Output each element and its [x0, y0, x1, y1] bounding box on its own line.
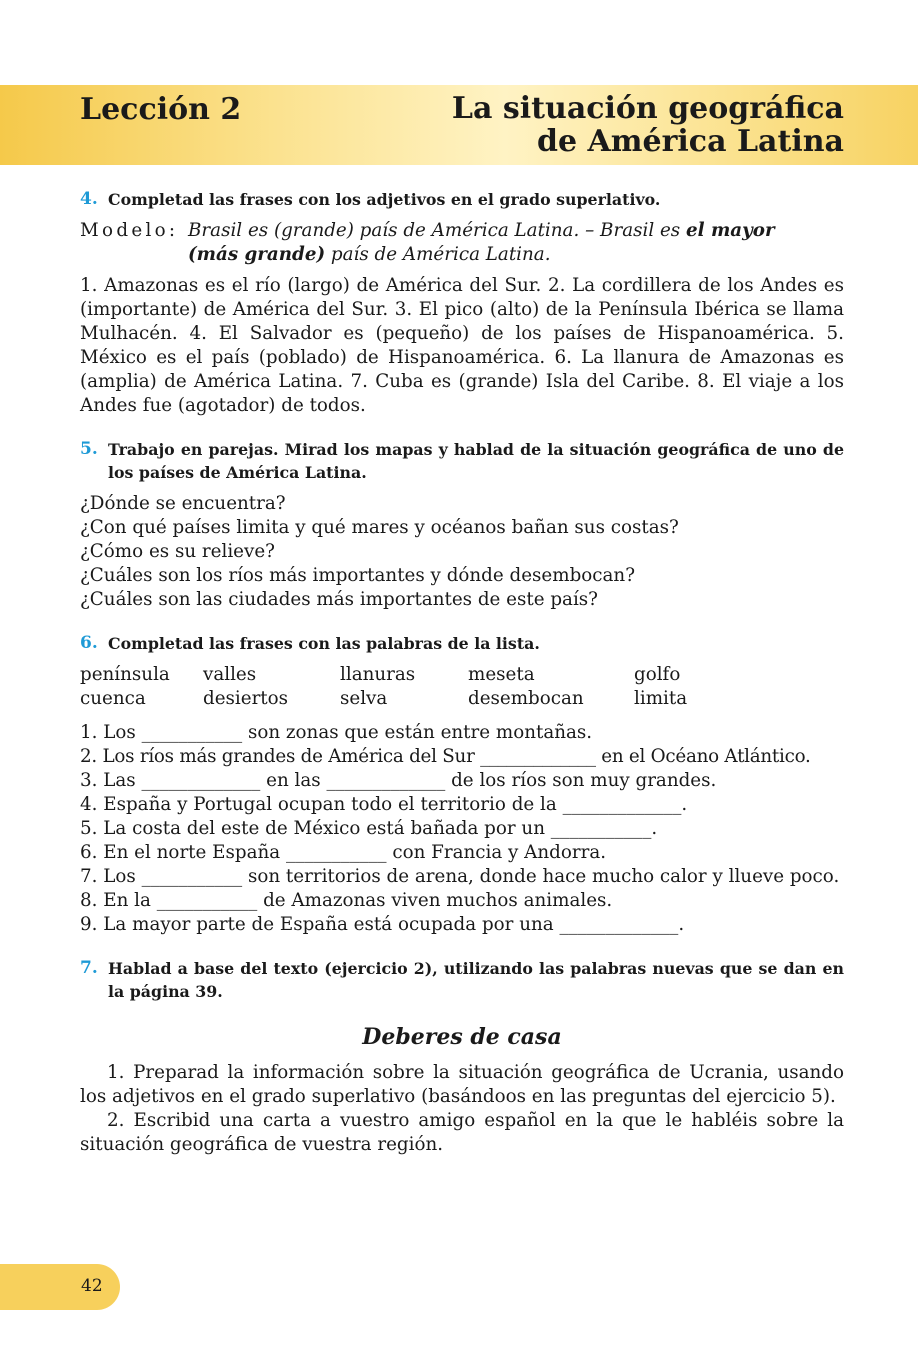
exercise-4-heading [80, 188, 844, 211]
sentence: 9. La mayor parte de España está ocupada por una _____________. [80, 914, 685, 935]
word-item: selva [340, 688, 388, 709]
sentence: 6. En el norte España ___________ con Francia y Andorra. [80, 842, 607, 863]
word-item: valles [203, 664, 257, 685]
exercise-number: 4. [80, 189, 98, 209]
sentence: 3. Las _____________ en las _____________ de los ríos son muy grandes. [80, 770, 717, 791]
title-line-1: La situación geográfica [451, 91, 844, 126]
sentence: 5. La costa del este de México está bañada por un ___________. [80, 818, 658, 839]
word-item: desembocan [468, 688, 584, 709]
page-title [452, 92, 844, 158]
question: ¿Cuáles son las ciudades más importantes de este país? [80, 589, 598, 610]
title-line-2: de América Latina [536, 124, 844, 159]
exercise-6-heading [80, 632, 844, 655]
question: ¿Cuáles son los ríos más importantes y dónde desembocan? [80, 565, 635, 586]
homework-title: Deberes de casa [362, 1024, 562, 1050]
exercise-7-heading [80, 957, 844, 1003]
sentence: 1. Los ___________ son zonas que están entre montañas. [80, 722, 593, 743]
sentence: 4. España y Portugal ocupan todo el territorio de la _____________. [80, 794, 688, 815]
word-item: limita [634, 688, 688, 709]
model-text [188, 219, 844, 267]
sentence: 2. Los ríos más grandes de América del Sur _____________ en el Océano Atlántico. [80, 746, 811, 767]
exercise-instruction: Completad las frases con los adjetivos en el grado superlativo. [108, 190, 661, 209]
question: ¿Cómo es su relieve? [80, 541, 275, 562]
page-number: 42 [81, 1276, 103, 1296]
homework-item-1: 1. Preparad la información sobre la situación geográfica de Ucrania, usando los adjetivos en el grado superlativo (basándoos en las preguntas del ejercicio 5). [80, 1062, 844, 1107]
exercise-instruction: Completad las frases con las palabras de la lista. [108, 634, 540, 653]
model-label: Modelo: [80, 220, 179, 241]
homework-item-2: 2. Escribid una carta a vuestro amigo español en la que le habléis sobre la situación geográfica de vuestra región. [80, 1110, 844, 1155]
exercise-instruction: Trabajo en parejas. Mirad los mapas y hablad de la situación geográfica de uno de los países de América Latina. [108, 440, 844, 482]
model-part-c: (más grande) [188, 244, 326, 265]
question-list [80, 492, 844, 612]
exercise-4-text: 1. Amazonas es el río (largo) de América del Sur. 2. La cordillera de los Andes es (importante) de América del Sur. 3. El pico (alto) de la Península Ibérica se llama Mulhacén. 4. El Salvador es (pequeño) de los países de Hispanoamérica. 5. México es el país (poblado) de Hispanoamérica. 6. La llanura de Amazonas es (amplia) de América Latina. 7. Cuba es (grande) Isla del Caribe. 8. El viaje a los Andes fue (agotador) de todos. [80, 275, 844, 416]
exercise-number: 7. [80, 958, 98, 978]
exercise-number: 6. [80, 633, 98, 653]
model-example [80, 219, 844, 267]
word-item: golfo [634, 664, 681, 685]
word-item: meseta [468, 664, 535, 685]
model-part-b: el mayor [686, 220, 775, 241]
word-item: llanuras [340, 664, 416, 685]
word-item: península [80, 664, 170, 685]
word-list [80, 663, 844, 711]
word-item: cuenca [80, 688, 146, 709]
word-item: desiertos [203, 688, 289, 709]
model-part-a: Brasil es (grande) país de América Latina. – Brasil es [188, 220, 686, 241]
question: ¿Dónde se encuentra? [80, 493, 286, 514]
sentence: 8. En la ___________ de Amazonas viven muchos animales. [80, 890, 613, 911]
model-part-d: país de América Latina. [325, 244, 551, 265]
question: ¿Con qué países limita y qué mares y océanos bañan sus costas? [80, 517, 679, 538]
exercise-5-heading [80, 438, 844, 484]
sentence: 7. Los ___________ son territorios de arena, donde hace mucho calor y llueve poco. [80, 866, 840, 887]
lesson-label: Lección 2 [80, 92, 242, 127]
page-content [80, 188, 844, 1157]
fill-in-sentences [80, 721, 844, 937]
exercise-number: 5. [80, 439, 98, 459]
exercise-instruction: Hablad a base del texto (ejercicio 2), utilizando las palabras nuevas que se dan en la página 39. [108, 959, 844, 1001]
